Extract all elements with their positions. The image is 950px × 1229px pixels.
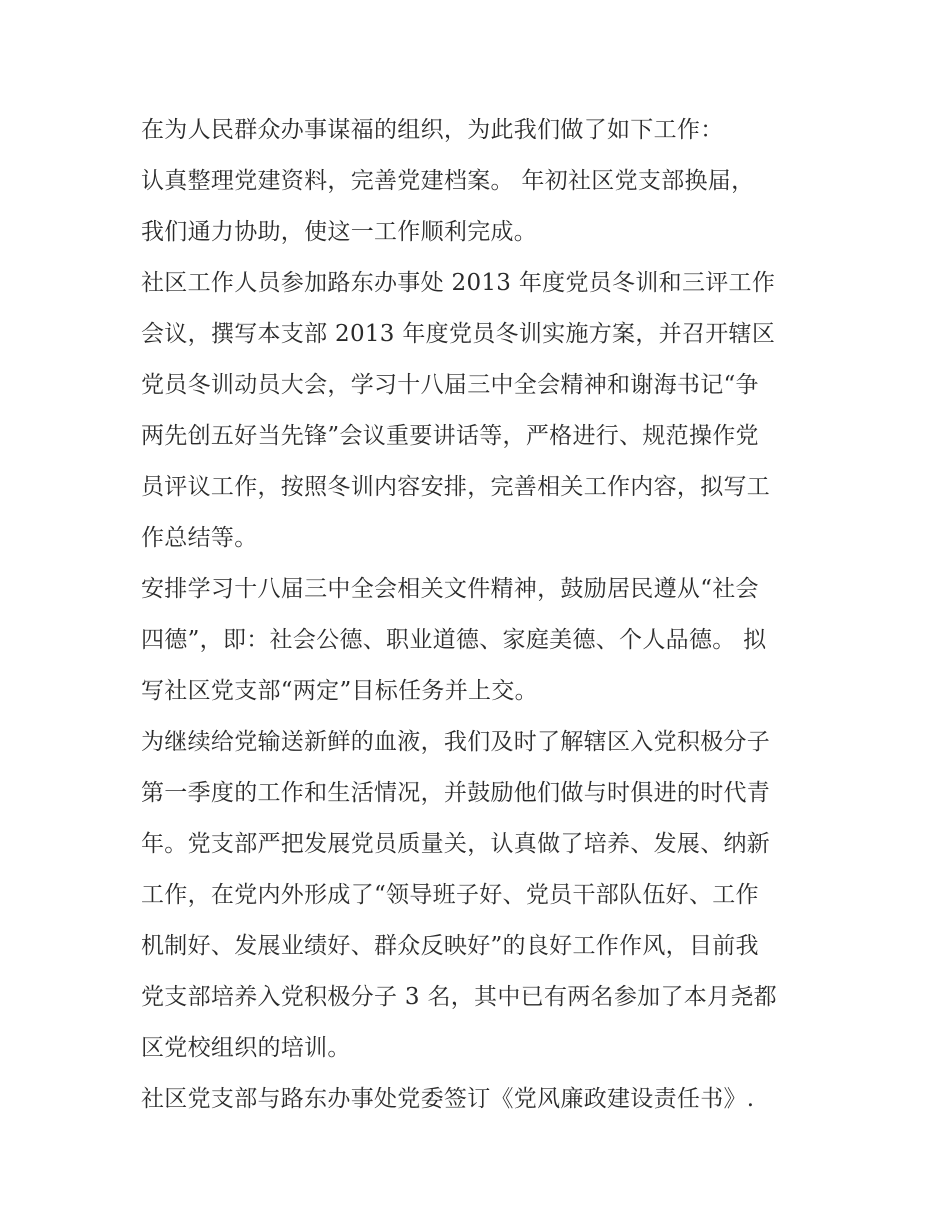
text-line: 两先创五好当先锋”会议重要讲话等，严格进行、规范操作党 <box>141 423 759 449</box>
text-line: 作总结等。 <box>141 525 258 551</box>
text-line: 员评议工作，按照冬训内容安排，完善相关工作内容，拟写工 <box>141 474 771 500</box>
document-body <box>141 105 821 1125</box>
text-line: 安排学习十八届三中全会相关文件精神，鼓励居民遵从“社会 <box>141 576 759 602</box>
text-line: 党员冬训动员大会，学习十八届三中全会精神和谢海书记“争 <box>141 372 759 398</box>
text-line: 为继续给党输送新鲜的血液，我们及时了解辖区入党积极分子 <box>141 729 771 755</box>
text-line: 会议，撰写本支部 2013 年度党员冬训实施方案，并召开辖区 <box>141 321 776 347</box>
text-line: 区党校组织的培训。 <box>141 1035 351 1061</box>
text-line: 第一季度的工作和生活情况，并鼓励他们做与时俱进的时代青 <box>141 780 771 806</box>
text-line: 党支部培养入党积极分子 3 名，其中已有两名参加了本月尧都 <box>141 984 777 1010</box>
text-line: 社区工作人员参加路东办事处 2013 年度党员冬训和三评工作 <box>141 270 776 296</box>
text-line: 社区党支部与路东办事处党委签订《党风廉政建设责任书》. <box>141 1086 755 1112</box>
text-line: 认真整理党建资料，完善党建档案。 年初社区党支部换届， <box>141 168 755 194</box>
text-line: 在为人民群众办事谋福的组织，为此我们做了如下工作： <box>141 117 724 143</box>
text-line: 我们通力协助，使这一工作顺利完成。 <box>141 219 538 245</box>
text-line: 年。党支部严把发展党员质量关，认真做了培养、发展、纳新 <box>141 831 771 857</box>
text-line: 工作，在党内外形成了“领导班子好、党员干部队伍好、工作 <box>141 882 759 908</box>
text-line: 四德”，即：社会公德、职业道德、家庭美德、个人品德。 拟 <box>141 627 767 653</box>
text-line: 写社区党支部“两定”目标任务并上交。 <box>141 678 538 704</box>
text-line: 机制好、发展业绩好、群众反映好”的良好工作作风，目前我 <box>141 933 759 959</box>
